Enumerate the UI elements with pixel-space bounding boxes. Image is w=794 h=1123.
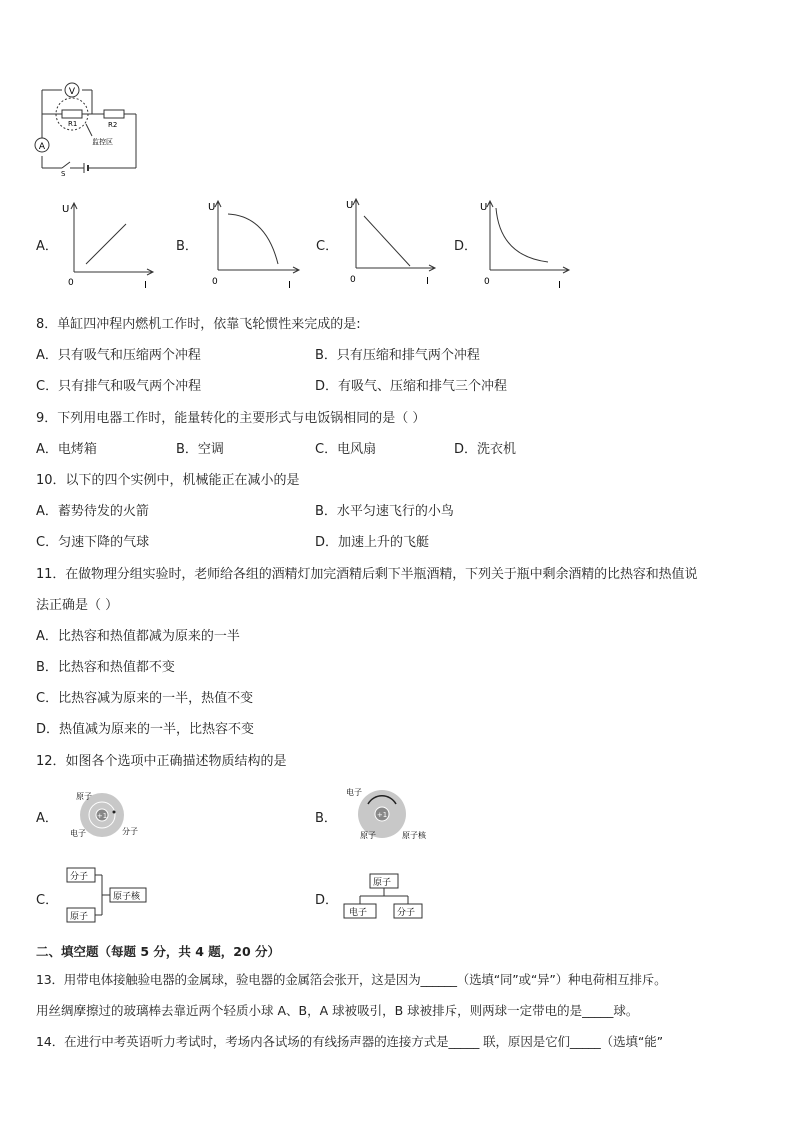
q7-graph-c (340, 196, 440, 290)
q12-option-d-letter: D． (315, 893, 339, 908)
q7-option-d-letter: D． (454, 239, 478, 254)
graph-c-o: 0 (350, 275, 356, 285)
c-top-label: 分子 (70, 872, 89, 882)
q12-figure-b (344, 786, 444, 842)
q7-option-c-letter: C． (316, 239, 339, 254)
b-right-label: 原子核 (402, 831, 426, 840)
q11-stem-line1: 11．在做物理分组实验时，老师给各组的酒精灯加完酒精后剩下半瓶酒精，下列关于瓶中剩余酒精的比热容和热值说 (36, 567, 698, 582)
q12-option-b-letter: B． (315, 811, 337, 826)
q12-option-c-letter: C． (36, 893, 59, 908)
a-top-label: 原子 (76, 792, 92, 801)
graph-d-o: 0 (484, 277, 490, 287)
d-top-label: 原子 (373, 878, 392, 888)
q8-option-d: D．有吸气、压缩和排气三个冲程 (315, 379, 508, 394)
q9-option-a: A．电烤箱 (36, 442, 97, 457)
graph-a-o: 0 (68, 278, 74, 288)
q14-line1: 14．在进行中考英语听力考试时，考场内各试场的有线扬声器的连接方式是_____ 联，原因是它们_____（选填“能” (36, 1034, 664, 1049)
q7-option-b-letter: B． (176, 239, 198, 254)
q9-option-b: B．空调 (176, 442, 224, 457)
a-nucleus-label: +1 (96, 812, 108, 820)
zone-label: 监控区 (92, 138, 113, 146)
r1-label: R1 (68, 120, 78, 128)
q8-option-a: A．只有吸气和压缩两个冲程 (36, 348, 201, 363)
q8-option-b: B．只有压缩和排气两个冲程 (315, 348, 480, 363)
q7-graph-a (60, 200, 160, 292)
graph-d-i: I (558, 280, 561, 291)
d-right-label: 分子 (397, 908, 416, 918)
graph-d-u: U (480, 202, 488, 213)
b-nucleus-label: +1 (376, 811, 388, 819)
q10-option-a: A．蓄势待发的火箭 (36, 504, 149, 519)
q7-graph-b (206, 198, 306, 292)
c-bottom-label: 原子 (70, 912, 89, 922)
graph-a-u: U (62, 204, 70, 215)
q11-option-b: B．比热容和热值都不变 (36, 660, 175, 675)
q12-option-a-letter: A． (36, 811, 58, 826)
d-left-label: 电子 (349, 908, 368, 918)
q11-option-c: C．比热容减为原来的一半，热值不变 (36, 691, 254, 706)
q11-stem-line2: 法正确是（ ） (36, 598, 119, 613)
a-left-label: 电子 (70, 829, 86, 838)
graph-a-i: I (144, 280, 147, 291)
q12-figure-c (64, 864, 154, 926)
q12-figure-d (340, 868, 430, 924)
q10-option-c: C．匀速下降的气球 (36, 535, 150, 550)
q10-option-d: D．加速上升的飞艇 (315, 535, 430, 550)
q9-option-c: C．电风扇 (315, 442, 377, 457)
q12-figure-a (66, 790, 156, 840)
switch-label: S (61, 170, 66, 176)
voltmeter-label: V (68, 87, 76, 97)
q8-stem: 8．单缸四冲程内燃机工作时，依靠飞轮惯性来完成的是: (36, 317, 361, 332)
section-heading-fill-in: 二、填空题（每题 5 分，共 4 题，20 分） (36, 944, 281, 959)
c-right-label: 原子核 (113, 892, 141, 902)
q7-graph-d (474, 198, 574, 292)
q10-option-b: B．水平匀速飞行的小鸟 (315, 504, 454, 519)
b-top-label: 电子 (346, 788, 362, 797)
q11-option-d: D．热值减为原来的一半，比热容不变 (36, 722, 255, 737)
q9-stem: 9．下列用电器工作时，能量转化的主要形式与电饭锅相同的是（ ） (36, 411, 426, 426)
q10-stem: 10．以下的四个实例中，机械能正在减小的是 (36, 473, 300, 488)
graph-c-i: I (426, 276, 429, 287)
q9-option-d: D．洗衣机 (454, 442, 517, 457)
circuit-diagram (34, 78, 144, 176)
q13-line2: 用丝绸摩擦过的玻璃棒去靠近两个轻质小球 A、B，A 球被吸引，B 球被排斥，则两球一定带电的是_____球。 (36, 1003, 639, 1018)
q8-option-c: C．只有排气和吸气两个冲程 (36, 379, 202, 394)
q7-option-a-letter: A． (36, 239, 58, 254)
graph-c-u: U (346, 200, 354, 211)
graph-b-u: U (208, 202, 216, 213)
q11-option-a: A．比热容和热值都减为原来的一半 (36, 629, 240, 644)
q12-stem: 12．如图各个选项中正确描述物质结构的是 (36, 754, 287, 769)
b-left-label: 原子 (360, 831, 376, 840)
q13-line1: 13．用带电体接触验电器的金属球，验电器的金属箔会张开，这是因为______（选填“同”或“异”）种电荷相互排斥。 (36, 972, 667, 987)
r2-label: R2 (108, 121, 118, 129)
graph-b-o: 0 (212, 277, 218, 287)
a-right-label: 分子 (122, 827, 138, 836)
graph-b-i: I (288, 280, 291, 291)
ammeter-label: A (38, 142, 46, 152)
